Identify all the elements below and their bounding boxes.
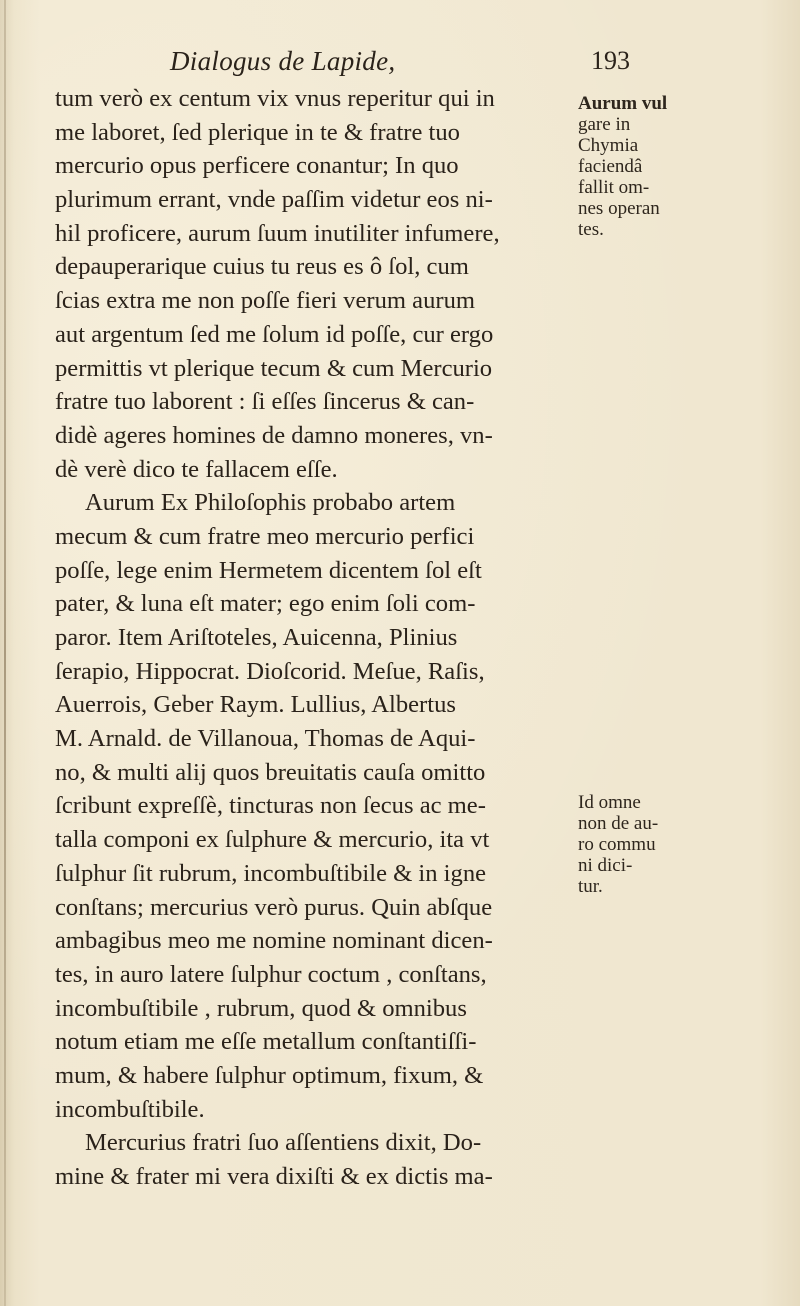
margin-note-line: Chymia xyxy=(578,135,639,156)
text-line: depauperarique cuius tu reus es ô ſol, cum xyxy=(55,253,469,281)
page-number: 193 xyxy=(591,46,630,75)
text-line: didè ageres homines de damno moneres, vn- xyxy=(55,421,493,449)
text-line: ſerapio, Hippocrat. Dioſcorid. Meſue, Raſis, xyxy=(55,657,485,685)
text-line: dè verè dico te fallacem eſſe. xyxy=(55,455,338,483)
text-line: talla componi ex ſulphure & mercurio, ita vt xyxy=(55,826,490,854)
text-line: mercurio opus perficere conantur; In quo xyxy=(55,152,459,180)
paragraph-start-line: Aurum Ex Philoſophis probabo artem xyxy=(85,489,456,517)
text-line: ſulphur ſit rubrum, incombuſtibile & in igne xyxy=(55,859,487,887)
margin-note-line: tes. xyxy=(578,219,604,240)
text-line: fratre tuo laborent : ſi eſſes ſincerus & can- xyxy=(55,388,475,416)
text-line: ſcribunt expreſſè, tincturas non ſecus ac me- xyxy=(55,792,486,820)
text-line: incombuſtibile. xyxy=(55,1095,205,1123)
page-header xyxy=(170,46,630,86)
text-line: ambagibus meo me nomine nominant dicen- xyxy=(55,927,493,955)
text-line: me laboret, ſed plerique in te & fratre tuo xyxy=(55,118,460,146)
paragraph-start-line: Mercurius fratri ſuo aſſentiens dixit, Do- xyxy=(85,1129,482,1157)
margin-note-line: ni dici- xyxy=(578,855,633,876)
text-line: incombuſtibile , rubrum, quod & omnibus xyxy=(55,994,467,1022)
text-line: pater, & luna eſt mater; ego enim ſoli com- xyxy=(55,590,476,618)
text-line: M. Arnald. de Villanoua, Thomas de Aqui- xyxy=(55,725,476,753)
text-line: tes, in auro latere ſulphur coctum , conſtans, xyxy=(55,960,487,988)
text-line: no, & multi alij quos breuitatis cauſa omitto xyxy=(55,758,486,786)
margin-note-line: non de au- xyxy=(578,813,659,834)
text-line: poſſe, lege enim Hermetem dicentem ſol eſt xyxy=(55,556,482,584)
text-line: mine & frater mi vera dixiſti & ex dictis ma- xyxy=(55,1163,493,1190)
margin-note-line: nes operan xyxy=(578,198,660,219)
margin-note-line: Aurum vul xyxy=(578,93,668,114)
margin-note-line: Id omne xyxy=(578,792,641,813)
text-line: conſtans; mercurius verò purus. Quin abſque xyxy=(55,893,493,921)
text-line: paror. Item Ariſtoteles, Auicenna, Plinius xyxy=(55,624,458,651)
text-line: mum, & habere ſulphur optimum, fixum, & xyxy=(55,1061,484,1089)
margin-note-line: faciendâ xyxy=(578,156,643,177)
page-gutter xyxy=(4,0,6,1306)
text-line: aut argentum ſed me ſolum id poſſe, cur ergo xyxy=(55,320,494,348)
text-line: permittis vt plerique tecum & cum Mercurio xyxy=(55,354,493,382)
running-title: Dialogus de Lapide, xyxy=(170,46,396,76)
margin-note-line: fallit om- xyxy=(578,177,650,198)
text-line: mecum & cum fratre meo mercurio perfici xyxy=(55,522,475,550)
main-text-block xyxy=(55,82,567,1194)
text-line: Auerrois, Geber Raym. Lullius, Albertus xyxy=(55,691,456,719)
margin-note-line: tur. xyxy=(578,876,603,897)
margin-note-line: gare in xyxy=(578,114,631,135)
margin-note-line: ro commu xyxy=(578,834,656,855)
margin-note xyxy=(578,93,667,240)
margin-note xyxy=(578,792,658,897)
text-line: ſcias extra me non poſſe fieri verum aurum xyxy=(55,287,475,315)
text-line: hil proficere, aurum ſuum inutiliter infumere, xyxy=(55,219,500,247)
text-line: plurimum errant, vnde paſſim videtur eos ni- xyxy=(55,186,493,214)
text-line: notum etiam me eſſe metallum conſtantiſſi- xyxy=(55,1028,477,1056)
text-line: tum verò ex centum vix vnus reperitur qui in xyxy=(55,85,495,112)
